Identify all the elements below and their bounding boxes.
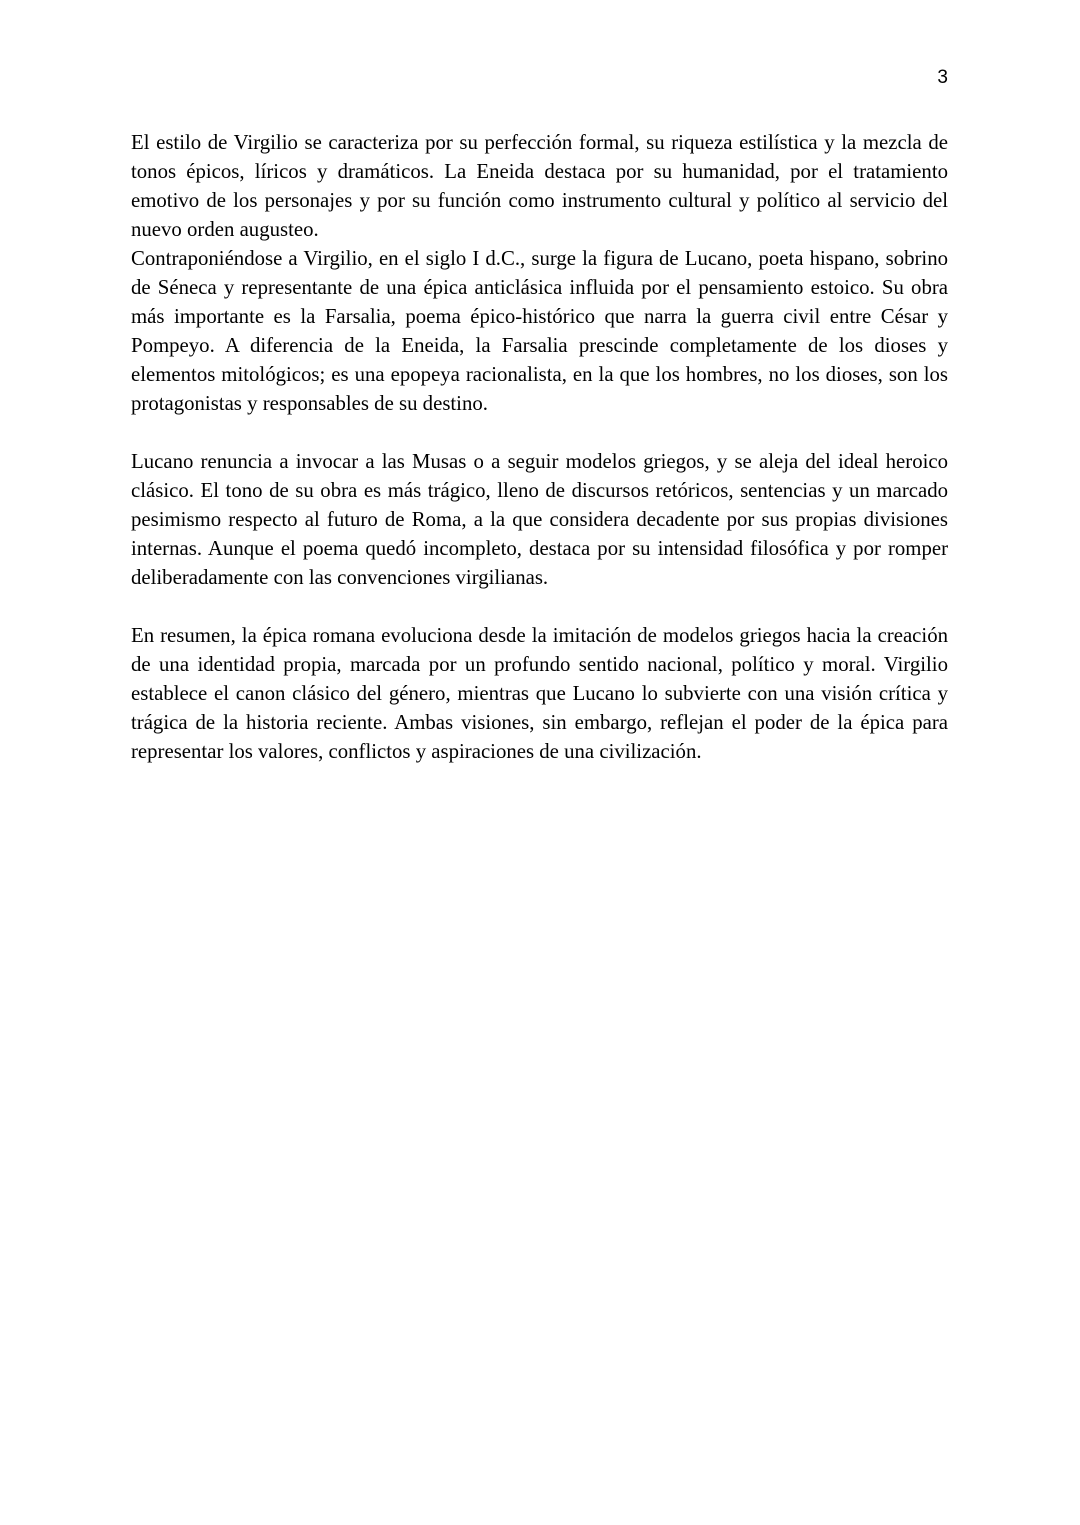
paragraph-summary: En resumen, la épica romana evoluciona desde la imitación de modelos griegos hacia la creación de una identidad propia, marcada por un profundo sentido nacional, político y moral. Virgilio establece el canon clásico del género, mientras que Lucano lo subvierte con una visión crítica y trágica de la historia reciente. Ambas visiones, sin embargo, reflejan el poder de la épica para representar los valores, conflictos y aspiraciones de una civilización.	[131, 624, 948, 763]
paragraph-virgilio-style: El estilo de Virgilio se caracteriza por su perfección formal, su riqueza estilística y la mezcla de tonos épicos, líricos y dramáticos. La Eneida destaca por su humanidad, por el tratamiento emotivo de los personajes y por su función como instrumento cultural y político al servicio del nuevo orden augusteo.	[131, 131, 948, 241]
page-number: 3	[937, 67, 948, 88]
paragraph-lucano-tone: Lucano renuncia a invocar a las Musas o a seguir modelos griegos, y se aleja del ideal heroico clásico. El tono de su obra es más trágico, lleno de discursos retóricos, sentencias y un marcado pesimismo respecto al futuro de Roma, a la que considera decadente por sus propias divisiones internas. Aunque el poema quedó incompleto, destaca por su intensidad filosófica y por romper deliberadamente con las convenciones virgilianas.	[131, 450, 948, 589]
document-body	[131, 128, 948, 766]
paragraph-lucano-intro: Contraponiéndose a Virgilio, en el siglo I d.C., surge la figura de Lucano, poeta hispano, sobrino de Séneca y representante de una épica anticlásica influida por el pensamiento estoico. Su obra más importante es la Farsalia, poema épico-histórico que narra la guerra civil entre César y Pompeyo. A diferencia de la Eneida, la Farsalia prescinde completamente de los dioses y elementos mitológicos; es una epopeya racionalista, en la que los hombres, no los dioses, son los protagonistas y responsables de su destino.	[131, 247, 948, 415]
